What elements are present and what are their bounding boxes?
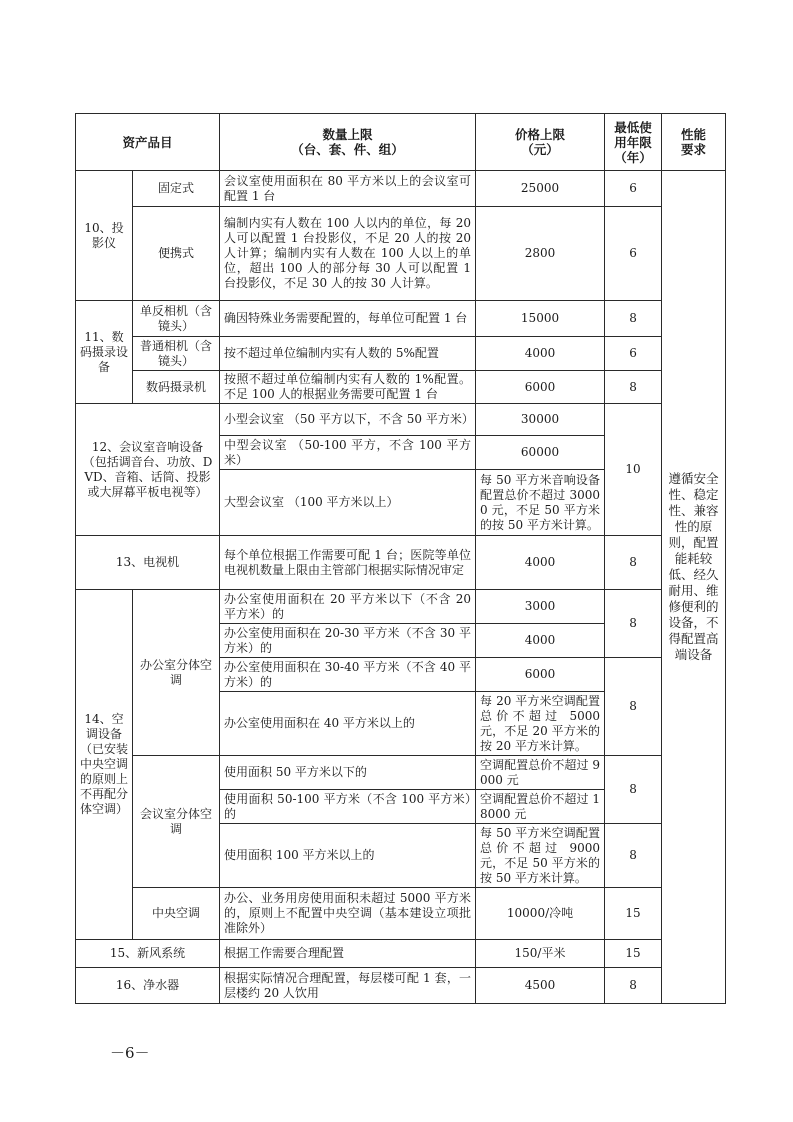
quantity-cell: 使用面积 50 平方米以下的 xyxy=(220,756,476,790)
subcategory-cell: 固定式 xyxy=(133,171,220,207)
price-cell: 30000 xyxy=(476,404,605,436)
price-cell: 2800 xyxy=(476,207,605,301)
quantity-cell: 按不超过单位编制内实有人数的 5%配置 xyxy=(220,337,476,371)
price-cell: 4000 xyxy=(476,536,605,590)
quantity-cell: 根据工作需要合理配置 xyxy=(220,940,476,968)
years-cell: 8 xyxy=(605,968,662,1004)
quantity-cell: 编制内实有人数在 100 人以内的单位，每 20 人可以配置 1 台投影仪，不足 20 人的按 20 人计算；编制内实有人数在 100 人以上的单位，超出 100 人的部分每 30 人可以配置 1 台投影仪，不足 30 人的按 30 人计算。 xyxy=(220,207,476,301)
years-cell: 6 xyxy=(605,337,662,371)
quantity-cell: 办公室使用面积在 20 平方米以下（不含 20 平方米）的 xyxy=(220,590,476,624)
price-cell: 空调配置总价不超过 9000 元 xyxy=(476,756,605,790)
table-row xyxy=(76,337,726,371)
table-row xyxy=(76,171,726,207)
years-cell: 6 xyxy=(605,207,662,301)
header-quantity: 数量上限 （台、套、件、组） xyxy=(220,114,476,171)
price-cell: 4000 xyxy=(476,337,605,371)
years-cell: 8 xyxy=(605,301,662,337)
quantity-cell: 每个单位根据工作需要可配 1 台；医院等单位电视机数量上限由主管部门根据实际情况审定 xyxy=(220,536,476,590)
price-cell: 4500 xyxy=(476,968,605,1004)
table-row xyxy=(76,371,726,404)
page-number: －6－ xyxy=(110,1044,150,1062)
table-row xyxy=(76,207,726,301)
table-row xyxy=(76,888,726,940)
category-cell: 14、空调设备（已安装中央空调的原则上不再配分体空调） xyxy=(76,590,133,940)
price-cell: 每 50 平方米音响设备配置总价不超过 30000 元，不足 50 平方米的按 50 平方米计算。 xyxy=(476,470,605,536)
years-cell: 8 xyxy=(605,536,662,590)
quantity-cell: 小型会议室 （50 平方以下，不含 50 平方米） xyxy=(220,404,476,436)
subcategory-cell: 中央空调 xyxy=(133,888,220,940)
quantity-cell: 中型会议室 （50-100 平方，不含 100 平方米） xyxy=(220,436,476,470)
subcategory-cell: 普通相机（含镜头） xyxy=(133,337,220,371)
quantity-cell: 办公、业务用房使用面积未超过 5000 平方米的，原则上不配置中央空调（基本建设立项批准除外） xyxy=(220,888,476,940)
category-cell: 11、数码摄录设备 xyxy=(76,301,133,404)
table-row xyxy=(76,590,726,624)
subcategory-cell: 数码摄录机 xyxy=(133,371,220,404)
years-cell: 15 xyxy=(605,888,662,940)
quantity-cell: 办公室使用面积在 20-30 平方米（不含 30 平方米）的 xyxy=(220,624,476,658)
category-cell: 10、投影仪 xyxy=(76,171,133,301)
years-cell: 8 xyxy=(605,824,662,888)
price-cell: 每 20 平方米空调配置总价不超过 5000 元，不足 20 平方米的按 20 平方米计算。 xyxy=(476,692,605,756)
price-cell: 4000 xyxy=(476,624,605,658)
table-row xyxy=(76,940,726,968)
price-cell: 3000 xyxy=(476,590,605,624)
quantity-cell: 确因特殊业务需要配置的，每单位可配置 1 台 xyxy=(220,301,476,337)
price-cell: 150/平米 xyxy=(476,940,605,968)
header-years: 最低使 用年限 （年） xyxy=(605,114,662,171)
table-row xyxy=(76,536,726,590)
price-cell: 每 50 平方米空调配置总价不超过 9000 元，不足 50 平方米的按 50 平方米计算。 xyxy=(476,824,605,888)
price-cell: 25000 xyxy=(476,171,605,207)
category-cell: 12、会议室音响设备（包括调音台、功放、DVD、音箱、话筒、投影或大屏幕平板电视等） xyxy=(76,404,220,536)
years-cell: 8 xyxy=(605,658,662,756)
years-cell: 10 xyxy=(605,404,662,536)
price-cell: 6000 xyxy=(476,658,605,692)
asset-standards-table xyxy=(75,113,726,1004)
category-cell: 16、净水器 xyxy=(76,968,220,1004)
category-cell: 15、新风系统 xyxy=(76,940,220,968)
category-cell: 13、电视机 xyxy=(76,536,220,590)
price-cell: 10000/冷吨 xyxy=(476,888,605,940)
quantity-cell: 使用面积 100 平方米以上的 xyxy=(220,824,476,888)
price-cell: 60000 xyxy=(476,436,605,470)
performance-requirement-cell: 遵循安全性、稳定性、兼容性的原则，配置能耗较低、经久耐用、维修便利的设备，不得配置高端设备 xyxy=(662,171,726,1004)
quantity-cell: 会议室使用面积在 80 平方米以上的会议室可配置 1 台 xyxy=(220,171,476,207)
header-asset: 资产品目 xyxy=(76,114,220,171)
table-row xyxy=(76,968,726,1004)
quantity-cell: 按照不超过单位编制内实有人数的 1%配置。不足 100 人的根据业务需要可配置 1 台 xyxy=(220,371,476,404)
years-cell: 15 xyxy=(605,940,662,968)
years-cell: 8 xyxy=(605,756,662,824)
quantity-cell: 使用面积 50-100 平方米（不含 100 平方米）的 xyxy=(220,790,476,824)
header-performance: 性能 要求 xyxy=(662,114,726,171)
quantity-cell: 大型会议室 （100 平方米以上） xyxy=(220,470,476,536)
quantity-cell: 办公室使用面积在 30-40 平方米（不含 40 平方米）的 xyxy=(220,658,476,692)
header-price: 价格上限 （元） xyxy=(476,114,605,171)
years-cell: 6 xyxy=(605,171,662,207)
years-cell: 8 xyxy=(605,590,662,658)
table-row xyxy=(76,301,726,337)
subcategory-cell: 便携式 xyxy=(133,207,220,301)
table-row xyxy=(76,756,726,790)
price-cell: 6000 xyxy=(476,371,605,404)
subcategory-cell: 办公室分体空调 xyxy=(133,590,220,756)
quantity-cell: 办公室使用面积在 40 平方米以上的 xyxy=(220,692,476,756)
price-cell: 15000 xyxy=(476,301,605,337)
subcategory-cell: 会议室分体空调 xyxy=(133,756,220,888)
years-cell: 8 xyxy=(605,371,662,404)
table-header-row xyxy=(76,114,726,171)
table-row xyxy=(76,404,726,436)
quantity-cell: 根据实际情况合理配置，每层楼可配 1 套，一层楼约 20 人饮用 xyxy=(220,968,476,1004)
price-cell: 空调配置总价不超过 18000 元 xyxy=(476,790,605,824)
subcategory-cell: 单反相机（含镜头） xyxy=(133,301,220,337)
